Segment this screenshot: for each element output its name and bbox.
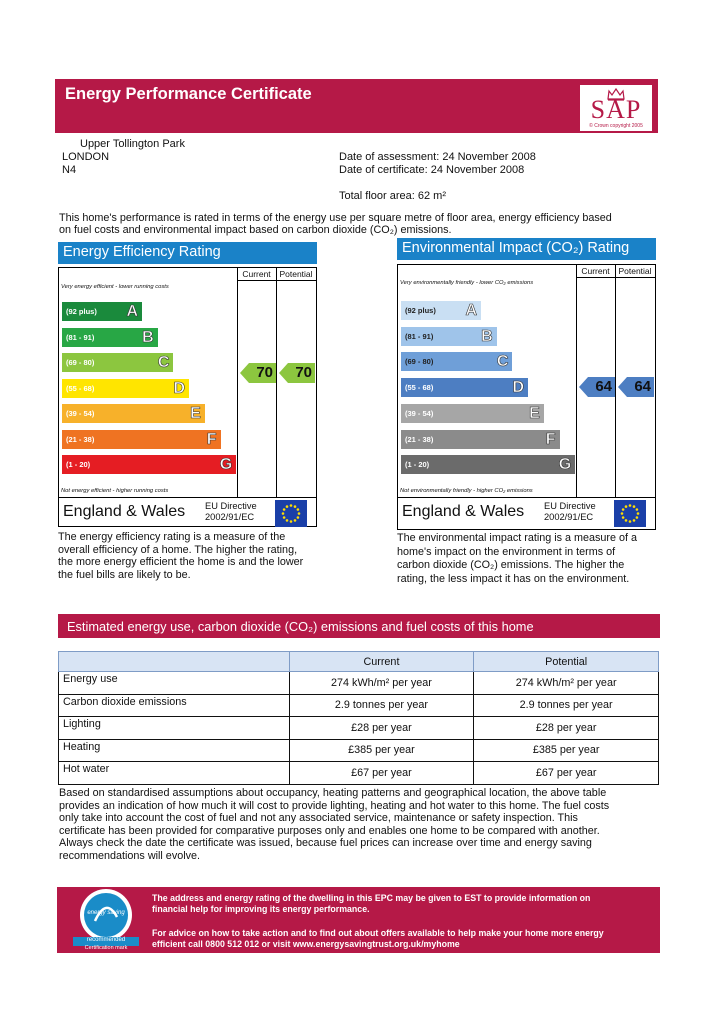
costs-row-potential: 2.9 tonnes per year [474,694,659,717]
costs-row [59,739,659,762]
environment-region: England & Wales [402,503,525,520]
efficiency-current-arrow [240,363,276,383]
environment-divider-1 [576,265,577,497]
costs-header-potential: Potential [474,652,659,672]
floor-area: Total floor area: 62 m² [339,190,446,202]
environment-band-letter: C [496,353,509,371]
costs-row-current: 2.9 tonnes per year [289,694,474,717]
efficiency-description-line: The energy efficiency rating is a measure of the [58,531,286,543]
assessment-date: Date of assessment: 24 November 2008 [339,151,536,163]
costs-note-line: Based on standardised assumptions about occupancy, heating patterns and geographical location, the above table [59,787,607,799]
environment-band-a [401,301,481,320]
costs-header-blank [59,652,290,672]
efficiency-band-letter: B [142,328,154,346]
costs-note-line: recommendations will evolve. [59,849,201,862]
efficiency-potential-arrow [279,363,315,383]
costs-row-label: Carbon dioxide emissions [59,694,290,717]
environment-band-range: (21 - 38) [405,434,434,444]
efficiency-band-letter: C [157,354,170,371]
environment-band-range: (92 plus) [405,306,436,315]
intro-line-1: This home's performance is rated in terms of the energy use per square metre of floor area, energy efficiency based [59,212,612,224]
efficiency-header-line [237,280,316,281]
efficiency-band-range: (39 - 54) [66,409,95,418]
sap-copyright: © Crown copyright 2005 [589,123,643,129]
costs-note-line: provides an indication of how much it will cost to provide lighting, heating and hot water to this home. The fuel costs [59,799,610,812]
efficiency-eu-flag-icon [275,500,307,527]
environment-band-letter: F [545,430,556,448]
environment-band-range: (1 - 20) [405,460,430,470]
efficiency-chart [58,267,317,527]
costs-row-current: £28 per year [289,717,474,740]
efficiency-description-line: the more energy efficient the home is and the lower [58,556,304,569]
costs-note-line: Always check the date the certificate was issued, because fuel prices can increase over time and energy saving [59,837,592,850]
environment-directive-2: 2002/91/EC [544,512,594,522]
environment-bottom-note: Not environmentally friendly - higher CO₂ emissions [400,488,533,494]
environment-eu-flag-icon [614,500,646,527]
efficiency-band-range: (21 - 38) [66,434,95,444]
efficiency-title: Energy Efficiency Rating [58,242,317,264]
environment-potential-arrow [618,377,654,397]
footer-line-4: efficient call 0800 512 012 or visit www.energysavingtrust.org.uk/myhome [152,939,460,949]
header-banner [55,79,658,133]
environment-directive-1: EU Directive [544,501,596,511]
efficiency-current-arrow-value: 70 [256,364,273,381]
footer-line-1: The address and energy rating of the dwelling in this EPC may be given to EST to provide information on [152,893,591,903]
address-line-2: LONDON [62,151,110,163]
efficiency-divider-2 [276,268,277,497]
environment-footer-line [398,497,655,498]
efficiency-band-f [62,430,221,449]
efficiency-col-current: Current [242,269,271,279]
efficiency-divider-1 [237,268,238,497]
efficiency-directive-1: EU Directive [205,501,257,511]
efficiency-band-letter: A [126,303,138,320]
efficiency-footer-line [59,497,316,498]
efficiency-band-c [62,353,173,372]
badge-bottom-text: Certification mark [84,945,128,951]
efficiency-band-a [62,302,142,321]
efficiency-description-line: the fuel bills are likely to be. [58,568,191,581]
efficiency-col-potential: Potential [279,269,313,279]
environment-description-line: rating, the less impact it has on the environment. [397,572,630,585]
environment-current-arrow [579,377,615,397]
costs-row-potential: £28 per year [474,717,659,740]
badge-mid-text: recommended [86,937,126,943]
efficiency-directive-2: 2002/91/EC [205,512,255,522]
efficiency-region: England & Wales [63,503,186,520]
costs-row-label: Hot water [59,762,290,785]
efficiency-band-letter: F [206,430,217,448]
efficiency-band-letter: G [219,456,233,473]
environment-divider-2 [615,265,616,497]
sap-logo [580,85,652,131]
badge-top-text: energy saving [87,910,125,916]
intro-line-2: on fuel costs and environmental impact based on carbon dioxide (CO₂) emissions. [59,224,452,236]
environment-header-line [576,277,655,278]
costs-notes [59,787,659,863]
costs-row-current: £385 per year [289,739,474,762]
efficiency-band-d [62,379,189,398]
certificate-date: Date of certificate: 24 November 2008 [339,164,525,176]
costs-row-current: 274 kWh/m² per year [289,672,474,695]
costs-row [59,762,659,785]
costs-row-label: Energy use [59,672,290,695]
efficiency-bottom-note: Not energy efficient - higher running costs [61,488,169,494]
efficiency-band-range: (55 - 68) [66,383,95,393]
footer-line-2: financial help for improving its energy performance. [152,904,370,914]
costs-row-current: £67 per year [289,762,474,785]
efficiency-top-note: Very energy efficient - lower running costs [61,284,169,290]
environment-description-line: The environmental impact rating is a measure of a [397,532,638,544]
efficiency-band-range: (81 - 91) [66,332,95,342]
efficiency-description-line: overall efficiency of a home. The higher the rating, [58,543,298,556]
efficiency-band-letter: E [190,405,201,422]
efficiency-band-range: (92 plus) [66,307,97,316]
environment-band-c [401,352,512,371]
address-line-3: N4 [62,164,77,176]
efficiency-band-b [62,328,158,347]
costs-banner [58,614,660,638]
environment-col-potential: Potential [618,266,652,276]
environment-description-line: home's impact on the environment in terms of [397,545,616,558]
environment-band-range: (81 - 91) [405,331,434,341]
environment-band-range: (55 - 68) [405,383,434,393]
environment-band-b [401,327,497,346]
environment-title: Environmental Impact (CO₂) Rating [397,238,656,260]
environment-chart [397,264,656,530]
environment-band-g [401,455,575,474]
environment-band-range: (69 - 80) [405,357,434,367]
efficiency-band-range: (69 - 80) [66,358,95,367]
environment-band-letter: B [481,327,493,345]
environment-band-e [401,404,544,423]
environment-band-letter: A [465,302,477,319]
footer-line-3: For advice on how to take action and to find out about offers available to help make your home more energy [152,928,604,938]
costs-header-row [59,652,659,672]
efficiency-band-g [62,455,236,474]
address-line-1: Upper Tollington Park [80,138,185,150]
costs-row-potential: £67 per year [474,762,659,785]
environment-band-range: (39 - 54) [405,408,434,418]
efficiency-potential-arrow-value: 70 [295,364,312,381]
environment-description [397,532,667,586]
costs-row [59,694,659,717]
environment-potential-arrow-value: 64 [634,378,651,395]
costs-header-current: Current [289,652,474,672]
costs-note-line: certificate has been provided for comparative purposes only and enables one home to be compared with another. [59,824,600,837]
environment-band-letter: D [512,379,525,397]
costs-note-line: only take into account the cost of fuel and not any associated service, maintenance or safety inspection. This [59,812,578,825]
environment-band-f [401,430,560,449]
costs-table [58,651,659,785]
environment-band-letter: E [529,404,540,422]
costs-row [59,672,659,695]
footer-banner [57,887,660,953]
environment-top-note: Very environmentally friendly - lower CO₂ emissions [400,280,534,286]
efficiency-band-letter: D [173,379,186,397]
efficiency-band-range: (1 - 20) [66,460,91,469]
costs-row-potential: 274 kWh/m² per year [474,672,659,695]
efficiency-description [58,531,328,581]
costs-row-label: Lighting [59,717,290,740]
environment-col-current: Current [581,266,610,276]
efficiency-band-e [62,404,205,423]
costs-row-potential: £385 per year [474,739,659,762]
energy-saving-recommended-badge [71,887,141,953]
environment-description-line: carbon dioxide (CO₂) emissions. The higher the [397,559,625,572]
costs-row-label: Heating [59,739,290,762]
environment-current-arrow-value: 64 [595,378,612,395]
sap-logo-letters: SAP [590,95,642,124]
page-title: Energy Performance Certificate [65,85,312,103]
costs-row [59,717,659,740]
environment-band-letter: G [558,456,572,474]
costs-title: Estimated energy use, carbon dioxide (CO₂) emissions and fuel costs of this home [67,619,534,634]
environment-band-d [401,378,528,397]
